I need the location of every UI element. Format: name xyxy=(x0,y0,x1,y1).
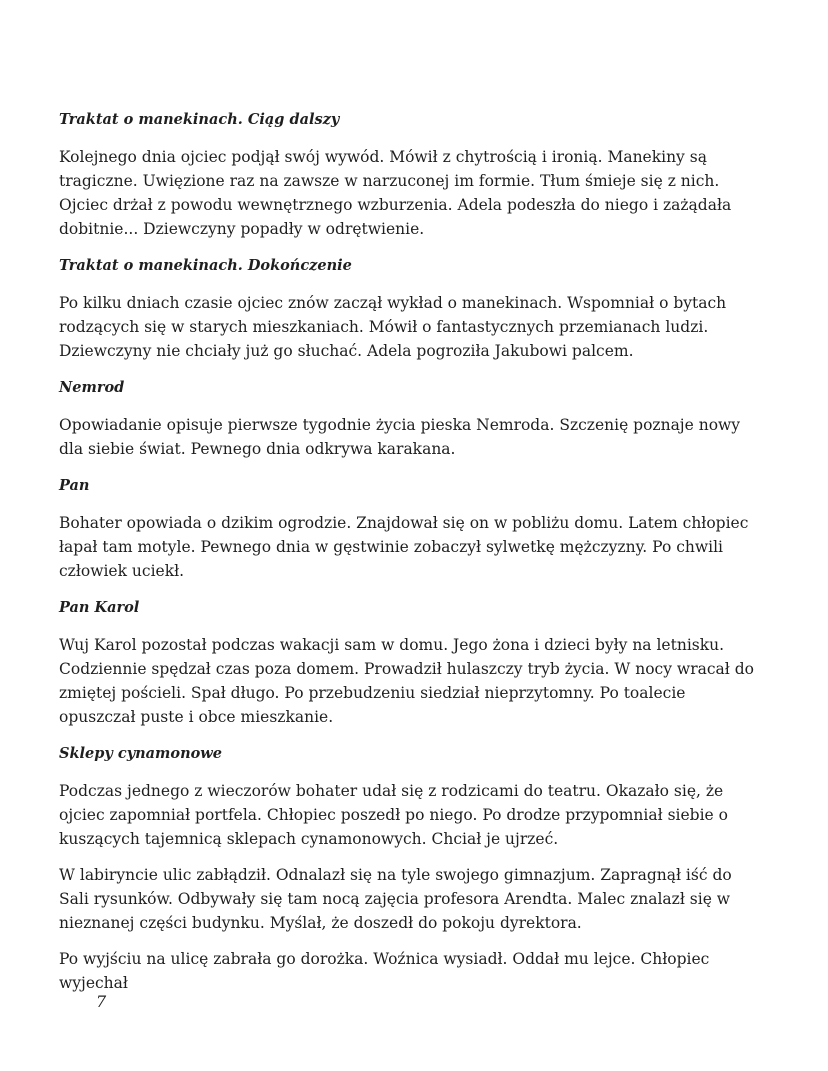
section-pan-karol xyxy=(59,597,759,729)
paragraph: Po wyjściu na ulicę zabrała go dorożka. Woźnica wysiadł. Oddał mu lejce. Chłopiec wyjechał xyxy=(59,950,710,992)
paragraph: Po kilku dniach czasie ojciec znów zaczął wykład o manekinach. Wspomniał o bytach rodzących się w starych mieszkaniach. Mówił o fantastycznych przemianach ludzi. Dziewczyny nie chciały już go słuchać. Adela pogroziła Jakubowi palcem. xyxy=(59,294,727,360)
paragraph: Podczas jednego z wieczorów bohater udał się z rodzicami do teatru. Okazało się, że ojciec zapomniał portfela. Chłopiec poszedł po niego. Po drodze przypomniał siebie o kuszących tajemnicą sklepach cynamonowych. Chciał je ujrzeć. xyxy=(59,782,728,848)
section-sklepy-cynamonowe xyxy=(59,743,759,995)
section-heading: Sklepy cynamonowe xyxy=(59,745,222,762)
page-number: 7 xyxy=(96,992,107,1011)
section-heading: Traktat o manekinach. Dokończenie xyxy=(59,257,352,274)
section-heading: Pan Karol xyxy=(59,599,140,616)
section-nemrod xyxy=(59,377,759,461)
paragraph: W labiryncie ulic zabłądził. Odnalazł się na tyle swojego gimnazjum. Zapragnął iść do Sali rysunków. Odbywały się tam nocą zajęcia profesora Arendta. Malec znalazł się w nieznanej części budynku. Myślał, że doszedł do pokoju dyrektora. xyxy=(59,866,732,932)
section-heading: Nemrod xyxy=(59,379,125,396)
paragraph: Kolejnego dnia ojciec podjął swój wywód. Mówił z chytrością i ironią. Manekiny są tragiczne. Uwięzione raz na zawsze w narzuconej im formie. Tłum śmieje się z nich. Ojciec drżał z powodu wewnętrznego wzburzenia. Adela podeszła do niego i zażądała dobitnie... Dziewczyny popadły w odrętwienie. xyxy=(59,148,732,238)
section-traktat-ciag-dalszy xyxy=(59,109,759,241)
paragraph: Opowiadanie opisuje pierwsze tygodnie życia pieska Nemroda. Szczenię poznaje nowy dla siebie świat. Pewnego dnia odkrywa karakana. xyxy=(59,416,741,458)
section-heading: Traktat o manekinach. Ciąg dalszy xyxy=(59,111,340,128)
document-page xyxy=(59,109,759,1007)
section-pan xyxy=(59,475,759,583)
section-traktat-dokonczenie xyxy=(59,255,759,363)
paragraph: Wuj Karol pozostał podczas wakacji sam w domu. Jego żona i dzieci były na letnisku. Codziennie spędzał czas poza domem. Prowadził hulaszczy tryb życia. W nocy wracał do zmiętej pościeli. Spał długo. Po przebudzeniu siedział nieprzytomny. Po toalecie opuszczał puste i obce mieszkanie. xyxy=(59,636,754,726)
section-heading: Pan xyxy=(59,477,90,494)
paragraph: Bohater opowiada o dzikim ogrodzie. Znajdował się on w pobliżu domu. Latem chłopiec łapał tam motyle. Pewnego dnia w gęstwinie zobaczył sylwetkę mężczyzny. Po chwili człowiek uciekł. xyxy=(59,514,749,580)
